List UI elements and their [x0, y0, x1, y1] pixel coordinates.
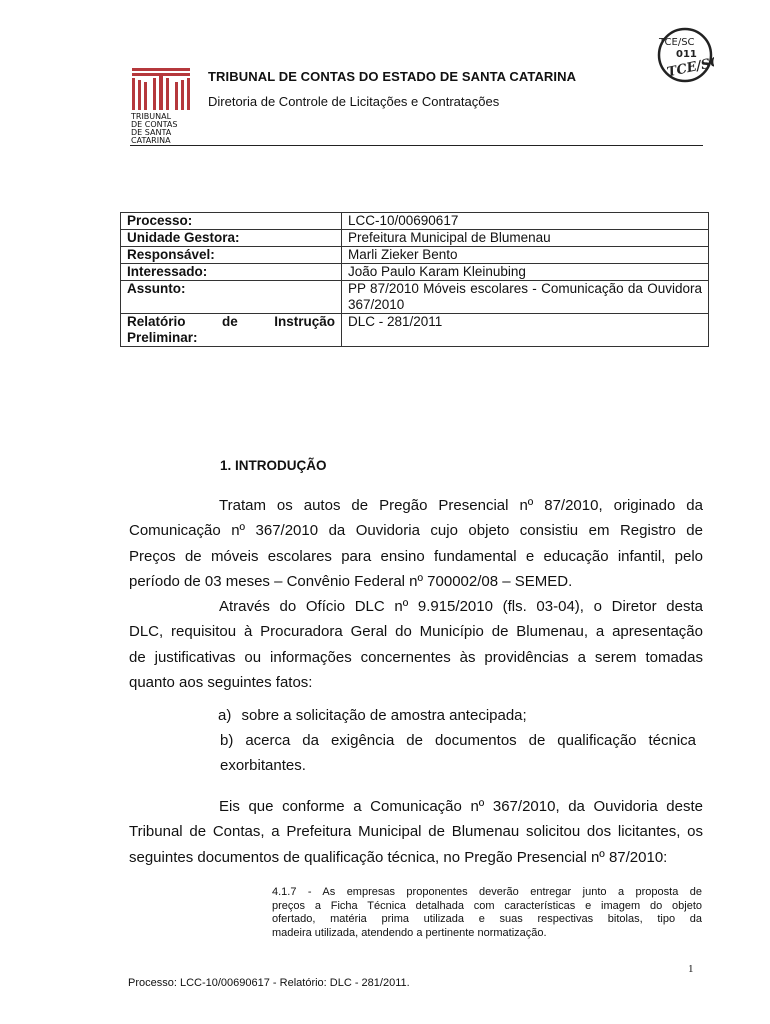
page-number: 1 — [688, 963, 694, 975]
list-marker: b) — [220, 732, 234, 749]
text-line: Tratam os autos de Pregão Presencial nº 87/2010, originado da — [219, 497, 703, 514]
stamp-seal-icon — [654, 26, 714, 84]
text-line: quanto aos seguintes fatos: — [129, 673, 313, 691]
logo-text-line: CATARINA — [131, 136, 171, 144]
text-line: Preços de móveis escolares para ensino fundamental e educação infantil, pelo — [129, 547, 703, 565]
row-value: LCC-10/00690617 — [342, 213, 709, 230]
row-value: PP 87/2010 Móveis escolares - Comunicação da Ouvidora 367/2010 — [342, 281, 709, 314]
process-info-table — [120, 212, 709, 347]
table-row — [121, 314, 709, 347]
list-text: acerca da exigência de documentos de qualificação técnica — [245, 732, 696, 749]
table-row — [121, 281, 709, 314]
text-line: de justificativas ou informações concernentes às providências a serem tomadas — [129, 648, 703, 666]
list-marker: a) — [218, 707, 232, 724]
list-text: sobre a solicitação de amostra antecipada; — [241, 707, 527, 724]
section-heading: 1. INTRODUÇÃO — [220, 458, 327, 473]
table-row — [121, 230, 709, 247]
stamp-bottom-text: TCE/SC — [665, 54, 714, 81]
directorate-subtitle: Diretoria de Controle de Licitações e Contratações — [208, 94, 500, 109]
tce-logo-mark-icon — [130, 68, 194, 144]
stamp-top-text: TCE/SC — [659, 37, 695, 48]
list-line — [220, 728, 696, 753]
quote-line: madeira utilizada, atendendo a pertinente normatização. — [272, 926, 547, 939]
row-label: Processo: — [121, 213, 342, 230]
paragraph-2 — [129, 594, 703, 695]
row-value: DLC - 281/2011 — [342, 314, 709, 347]
row-label: Interessado: — [121, 264, 342, 281]
row-value: Marli Zieker Bento — [342, 247, 709, 264]
tce-sc-logo — [130, 68, 194, 144]
table-row — [121, 264, 709, 281]
list-item — [220, 728, 696, 779]
row-value: Prefeitura Municipal de Blumenau — [342, 230, 709, 247]
quote-line: 4.1.7 - As empresas proponentes deverão entregar junto a proposta de — [272, 886, 702, 898]
paragraph-1 — [129, 493, 703, 594]
organization-title: TRIBUNAL DE CONTAS DO ESTADO DE SANTA CATARINA — [208, 69, 577, 84]
text-line: Tribunal de Contas, a Prefeitura Municipal de Blumenau solicitou dos licitantes, os — [129, 823, 703, 841]
row-label: Assunto: — [121, 281, 342, 314]
stamp-number: 011 — [676, 49, 697, 60]
text-line: DLC, requisitou à Procuradora Geral do Município de Blumenau, a apresentação — [129, 623, 703, 641]
logo-text-line: TRIBUNAL — [131, 112, 172, 121]
quoted-clause — [272, 886, 702, 940]
table-row — [121, 213, 709, 230]
paragraph-3 — [129, 794, 703, 870]
quote-line: preços a Ficha Técnica detalhada com características e imagem do objeto — [272, 899, 702, 912]
text-line: Comunicação nº 367/2010 da Ouvidoria cujo objeto consistiu em Registro de — [129, 522, 703, 540]
logo-text-line: DE SANTA — [131, 128, 172, 137]
quote-line: ofertado, matéria prima utilizada e suas respectivas bitolas, tipo da — [272, 913, 702, 925]
text-line: Eis que conforme a Comunicação nº 367/2010, da Ouvidoria deste — [219, 798, 703, 815]
row-value: João Paulo Karam Kleinubing — [342, 264, 709, 281]
row-label: Relatório de Instrução Preliminar: — [121, 314, 342, 347]
text-line: seguintes documentos de qualificação técnica, no Pregão Presencial nº 87/2010: — [129, 848, 668, 866]
row-label: Responsável: — [121, 247, 342, 264]
text-line: Através do Ofício DLC nº 9.915/2010 (fls. 03-04), o Diretor desta — [219, 598, 703, 615]
logo-text-line: DE CONTAS — [131, 120, 178, 129]
row-label: Unidade Gestora: — [121, 230, 342, 247]
list-text: exorbitantes. — [220, 757, 306, 775]
text-line: período de 03 meses – Convênio Federal nº 700002/08 – SEMED. — [129, 572, 573, 590]
header-divider — [130, 145, 703, 146]
list-item — [218, 703, 701, 728]
page-footer: Processo: LCC-10/00690617 - Relatório: DLC - 281/2011. — [128, 977, 410, 989]
table-row — [121, 247, 709, 264]
page-stamp — [654, 26, 714, 84]
